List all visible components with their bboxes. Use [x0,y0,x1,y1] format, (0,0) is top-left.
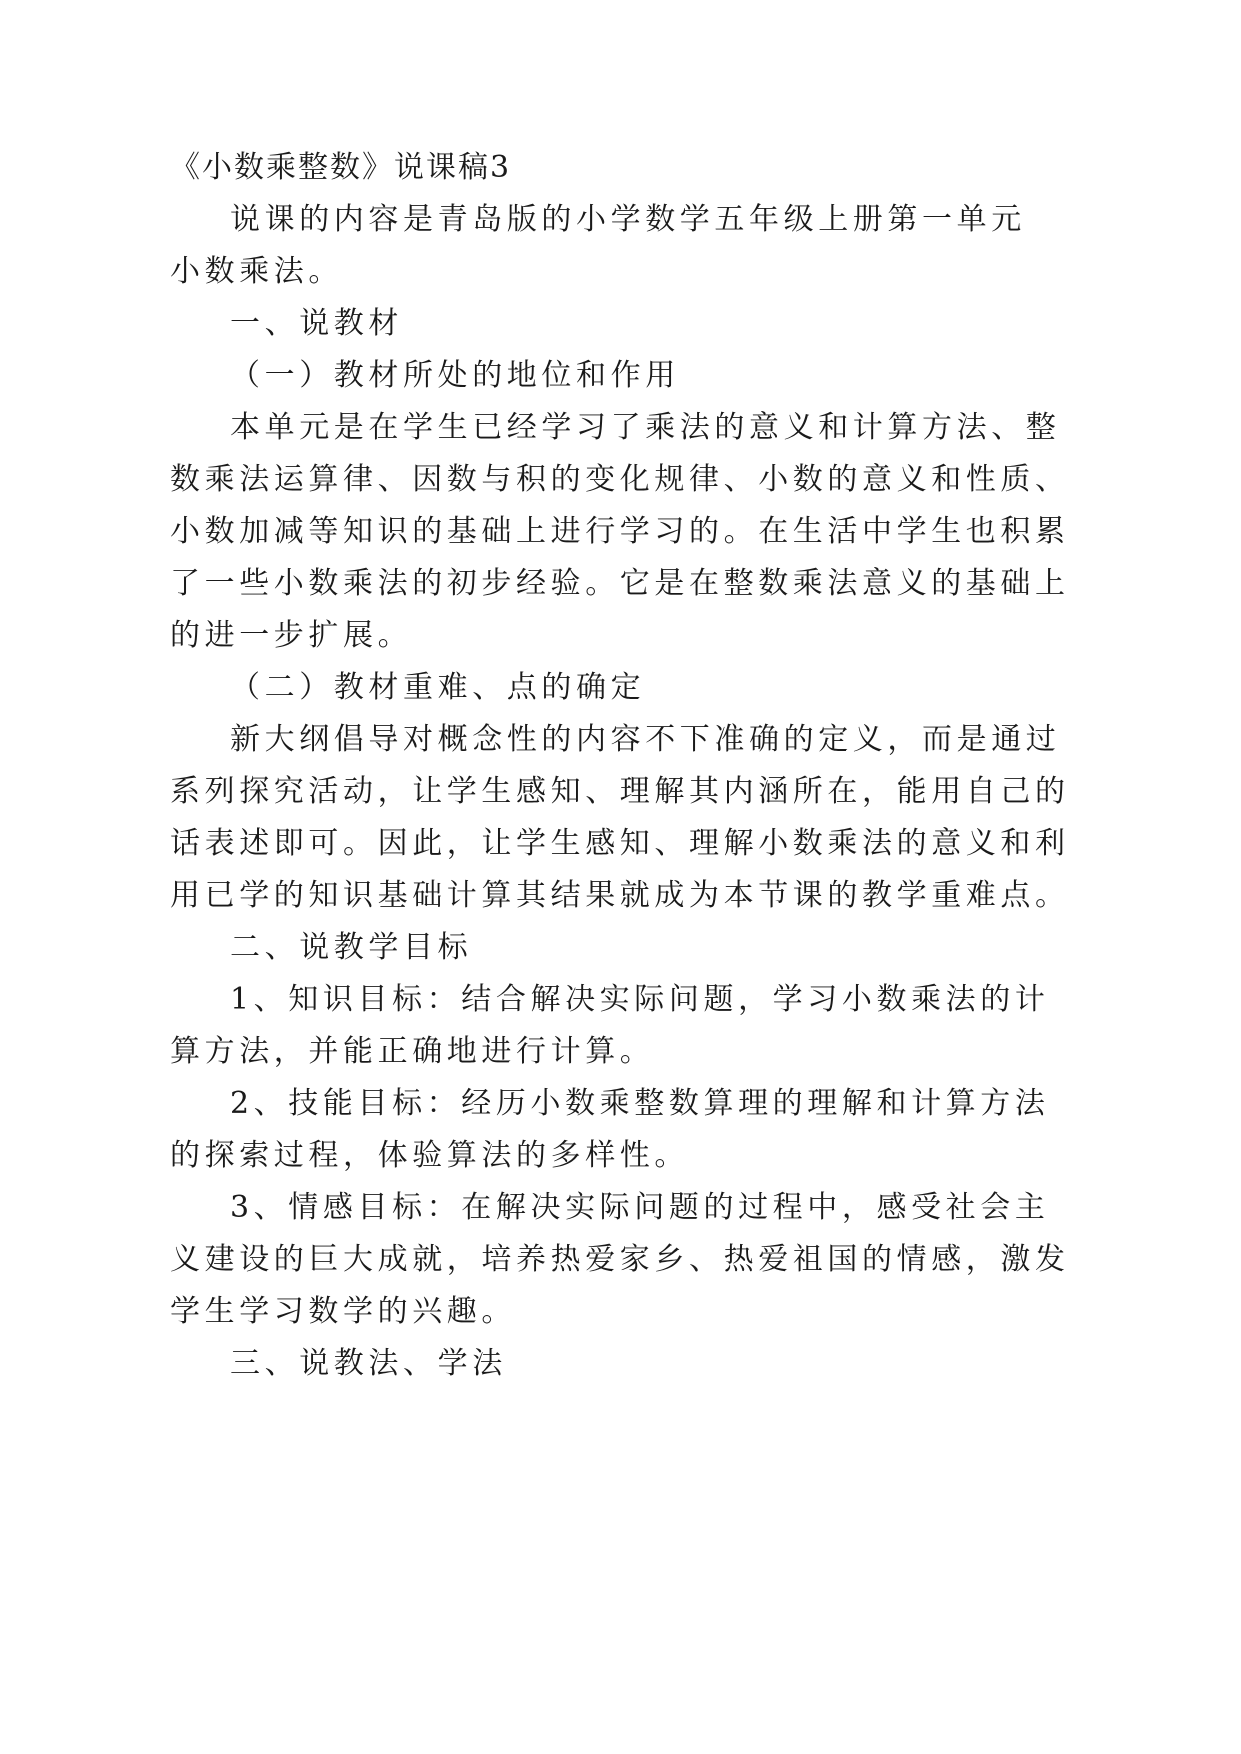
section-2-heading: 二、说教学目标 [230,930,473,965]
section-1-sub-1-line: 的进一步扩展。 [170,618,413,653]
intro-line-1: 说课的内容是青岛版的小学数学五年级上册第一单元 [230,202,1026,237]
goal-3-line: 学生学习数学的兴趣。 [170,1294,516,1329]
section-1-sub-2-heading: （二）教材重难、点的确定 [230,670,646,705]
section-1-sub-1-line: 小数加减等知识的基础上进行学习的。在生活中学生也积累 [170,514,1070,549]
section-1-sub-1-heading: （一）教材所处的地位和作用 [230,358,680,393]
goal-2-line: 的探索过程，体验算法的多样性。 [170,1138,689,1173]
section-1-sub-1-line: 了一些小数乘法的初步经验。它是在整数乘法意义的基础上 [170,566,1070,601]
section-3-heading: 三、说教法、学法 [230,1346,507,1381]
section-1-sub-1-line: 本单元是在学生已经学习了乘法的意义和计算方法、整 [230,410,1061,445]
section-1-sub-1-line: 数乘法运算律、因数与积的变化规律、小数的意义和性质、 [170,462,1070,497]
section-1-sub-2-line: 话表述即可。因此，让学生感知、理解小数乘法的意义和利 [170,826,1070,861]
goal-1-line: 算方法，并能正确地进行计算。 [170,1034,655,1069]
intro-line-2: 小数乘法。 [170,254,343,289]
section-1-heading: 一、说教材 [230,306,403,341]
section-1-sub-2-line: 新大纲倡导对概念性的内容不下准确的定义，而是通过 [230,722,1061,757]
goal-3-line: 义建设的巨大成就，培养热爱家乡、热爱祖国的情感，激发 [170,1242,1070,1277]
section-1-sub-2-line: 系列探究活动，让学生感知、理解其内涵所在，能用自己的 [170,774,1070,809]
section-1-sub-2-line: 用已学的知识基础计算其结果就成为本节课的教学重难点。 [170,878,1070,913]
goal-2-line: 2、技能目标：经历小数乘整数算理的理解和计算方法 [230,1086,1050,1121]
goal-3-line: 3、情感目标：在解决实际问题的过程中，感受社会主 [230,1190,1050,1225]
goal-1-line: 1、知识目标：结合解决实际问题，学习小数乘法的计 [230,982,1050,1017]
document-title: 《小数乘整数》说课稿3 [170,150,512,185]
